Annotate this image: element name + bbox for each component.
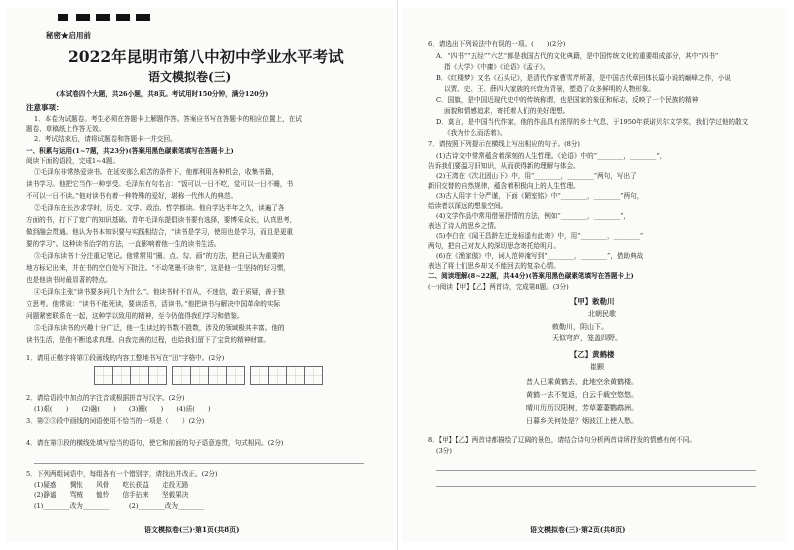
exam-info: (本试卷四个大题，共26小题，共8页。考试用时150分钟，满分120分) <box>56 90 269 98</box>
fill-in-line: 新旧交替的自然规律，蕴含着积极向上的人生哲理。 <box>428 182 580 190</box>
grid-cell[interactable] <box>286 366 305 385</box>
question-8: 8．【甲】【乙】两首诗都描绘了辽阔的景色，请结合诗句分析两首诗所抒发的情感有何不同。 <box>428 436 696 444</box>
reading-intro: 阅读下面的语段，完成1~4题。 <box>26 157 120 165</box>
passage-line: 地方标记出来，并在书的空白处写下批注。“不动笔墨不读书”，这是他一生坚持的好习惯， <box>26 264 290 272</box>
option-line: C．国旗，是中国近现代史中的传统称谓，也是国家的象征和标志，反映了一个民族的精神 <box>436 96 699 104</box>
registration-marks <box>58 14 158 22</box>
grid-cell[interactable] <box>304 366 323 385</box>
fill-in-line: (4)文学作品中常用借景抒情的方法，例如“________，________”， <box>436 212 631 220</box>
section1-heading: 一、积累与运用(1~7题，共23分)(答案用黑色碳素笔填写在答题卡上) <box>26 147 234 155</box>
question-2-items: (1)艰( ) (2)融( ) (3)圈( ) (4)质( ) <box>34 405 211 413</box>
poem1-author: 北朝民歌 <box>588 310 616 318</box>
poem1-title: 【甲】敕勒川 <box>570 297 615 306</box>
poem-line: 昔人已乘黄鹤去，此地空余黄鹤楼。 <box>526 378 638 386</box>
grid-cell[interactable] <box>208 366 227 385</box>
passage-line: 立思考。他常说：“读书不能死读，要读活书，活读书。”他把读书与解决中国革命的实际 <box>26 300 281 308</box>
fill-in-line: (3)古人用字十分严谨，下面《陋室铭》中“________，________”两句， <box>436 192 644 200</box>
grid-cell[interactable] <box>172 366 191 385</box>
passage-line: ③毛泽东读书十分注重记笔记。他常常用“圈、点、勾、画”的方法，把自己认为重要的 <box>34 252 285 260</box>
passage-line: 问题紧密联系在一起，这种学以致用的精神，至今仍值得我们学习和借鉴。 <box>26 312 244 320</box>
exam-title: 2022年昆明市第八中初中学业水平考试 <box>68 47 344 66</box>
question-4: 4．请在第③段的横线处填写恰当的语句，使它和前面的句子语意连贯，句式相同。(2分) <box>26 439 284 447</box>
grid-cell[interactable] <box>190 366 209 385</box>
passage-line: 也是他读书时最显著的特点。 <box>26 276 112 284</box>
answer-line[interactable] <box>436 470 756 471</box>
poem-line: 日暮乡关何处是？烟波江上使人愁。 <box>526 417 638 425</box>
exam-subtitle: 语文模拟卷(三) <box>148 70 232 84</box>
grid-cell[interactable] <box>268 366 287 385</box>
answer-line[interactable] <box>436 486 756 487</box>
grid-cell[interactable] <box>112 366 131 385</box>
page-fold <box>397 0 398 550</box>
note-line: 1．本卷为试题卷。考生必须在答题卡上解题作答。答案应书写在答题卡的相应位置上，在试 <box>34 115 302 123</box>
option-line: 面貌和情感追求，寄托着人们的美好理想。 <box>444 107 570 115</box>
notes-heading: 注意事项： <box>26 103 64 112</box>
passage-line: 要的学习”。这种读书治学的方法，一直影响着他一生的读书生活。 <box>26 240 221 248</box>
answer-line[interactable] <box>34 463 364 464</box>
passage-line: 方面的书，打下了宽广的知识基础。青年毛泽东提倡读书要有选择，要博采众长，认真思考， <box>26 216 297 224</box>
poem-line: 晴川历历汉阳树，芳草萋萋鹦鹉洲。 <box>526 404 638 412</box>
exam-page-1 <box>6 8 394 542</box>
question-1: 1．请用正楷字将第①段画线的内容工整地书写在“田”字格中。(2分) <box>26 354 225 362</box>
option-line: 以贾、史、王、薛四大家族的兴衰为背景，塑造了众多鲜明的人物形象。 <box>444 85 655 93</box>
exam-page-2 <box>402 8 788 542</box>
question-6: 6．请选出下列说法中有误的一项。( )(2分) <box>428 40 566 48</box>
passage-line: ⑤毛泽东读书的兴趣十分广泛，他一生读过的书数不胜数，涉及的领域极其丰富。他的 <box>34 324 285 332</box>
fill-in-line: 表达了诗人的思乡之情。 <box>428 222 501 230</box>
option-line: B．《红楼梦》又名《石头记》，是清代作家曹雪芹所著，是中国古代章回体长篇小说的巅峰之作，小说 <box>436 74 731 82</box>
fill-in-line: (2)王湾在《次北固山下》中，用“________，________”两句，写出了 <box>436 172 637 180</box>
poem-line: 敕勒川，阴山下。 <box>552 323 608 331</box>
option-line: 指《大学》《中庸》《论语》《孟子》。 <box>444 63 550 71</box>
passage-line: ①毛泽东非常热爱读书。在延安那么艰苦的条件下，他都利用各种机会，收集书籍， <box>34 168 278 176</box>
passage-line: ④毛泽东主张“读书要多问几个为什么”。他读书时不盲从，不迷信，敢于质疑，善于独 <box>34 288 285 296</box>
question-5-answer: (1)________改为________ (2)________改为________ <box>34 502 205 510</box>
fill-in-line: 表达了将士们思乡却又不能回去的复杂心情。 <box>428 262 560 270</box>
note-line: 2．考试结束后，请将试题卷和答题卡一并交回。 <box>34 135 177 143</box>
passage-line: 读书学习。他把它当作一种享受。毛泽东有句名言：“饭可以一日不吃，觉可以一日不睡，书 <box>26 180 294 188</box>
fill-in-line: (1)古诗文中常常蕴含着深刻的人生哲理。《论语》中的“________，________”， <box>436 152 667 160</box>
page-footer: 语文模拟卷(三)·第1页(共8页) <box>144 525 240 534</box>
tianzige-grid[interactable] <box>94 366 314 386</box>
note-line: 题卷、草稿纸上作答无效。 <box>26 125 106 133</box>
option-line: D．莫言，是中国当代作家，他的作品具有浓厚的乡土气息，于1950年获诺贝尔文学奖，我们学过他的散文 <box>436 118 749 126</box>
poem-line: 天似穹庐，笼盖四野。 <box>552 334 622 342</box>
question-5-item: (2)静谧 骂贼 恤怜 信手拈来 坚毅果决 <box>34 491 189 499</box>
question-3: 3．第②③段中画线的词语使用不恰当的一项是（ ）(2分) <box>26 417 205 425</box>
fill-in-line: 给读者以深远的想象空间。 <box>428 202 508 210</box>
grid-cell[interactable] <box>130 366 149 385</box>
question-5-item: (1)疑惑 惆怅 风骨 吃长获益 走投无路 <box>34 481 189 489</box>
passage-line: 读书生活，是他不断追求真理、自我完善的过程，也给我们留下了宝贵的精神财富。 <box>26 336 270 344</box>
section2-heading: 二、阅读理解(8~22题，共44分)(答案用黑色碳素笔填写在答题卡上) <box>428 272 634 280</box>
passage-line: ②毛泽东在长沙求学时，历史、文学、政治、哲学都读。他自学达半年之久，读遍了各 <box>34 204 285 212</box>
confidential-label: 秘密★启用前 <box>46 31 91 40</box>
fill-in-line: 告诉我们要温习旧知识，从而获得新的理解与体会。 <box>428 162 580 170</box>
question-5: 5．下列两组词语中，每组各有一个错别字，请找出并改正。(2分) <box>26 470 218 478</box>
passage-line: 不可以一日不读。”他对读书有着一种特殊的爱好，堪称一代伟人的典范。 <box>26 192 238 200</box>
poem2-author: 崔颢 <box>590 363 604 371</box>
grid-cell[interactable] <box>250 366 269 385</box>
option-line: A．“四书”“五经”“六艺”都是我国古代的文化典籍，是中国传统文化的重要组成部分，其中“四书” <box>436 52 719 60</box>
passage-line: 做到融会贯通。他认为书本知识要与实践相结合，“读书是学习，使用也是学习，而且是更重 <box>26 228 294 236</box>
fill-in-line: (6)在《渔家傲》中，词人范仲淹写到“________，________”，借助典故 <box>436 252 644 260</box>
poem2-title: 【乙】黄鹤楼 <box>570 350 615 359</box>
fill-in-line: 两句，把自己对友人的深切思念寄托给明月。 <box>428 242 560 250</box>
question-2: 2．请给语段中加点的字注音或根据拼音写汉字。(2分) <box>26 394 185 402</box>
option-line: 《我为什么而活着》。 <box>444 129 507 137</box>
page-footer: 语文模拟卷(三)·第2页(共8页) <box>530 525 626 534</box>
reading2-intro: (一)阅读【甲】【乙】两首诗，完成第8题。(3分) <box>428 283 569 291</box>
grid-cell[interactable] <box>148 366 167 385</box>
question-7: 7．请按照下列提示在横线上写出相应的句子。(8分) <box>428 140 581 148</box>
fill-in-line: (5)李白在《闻王昌龄左迁龙标遥有此寄》中，用“________，________” <box>436 232 644 240</box>
grid-cell[interactable] <box>226 366 245 385</box>
poem-line: 黄鹤一去不复返，白云千载空悠悠。 <box>526 391 638 399</box>
grid-cell[interactable] <box>94 366 113 385</box>
question-8-points: (3分) <box>436 447 452 455</box>
